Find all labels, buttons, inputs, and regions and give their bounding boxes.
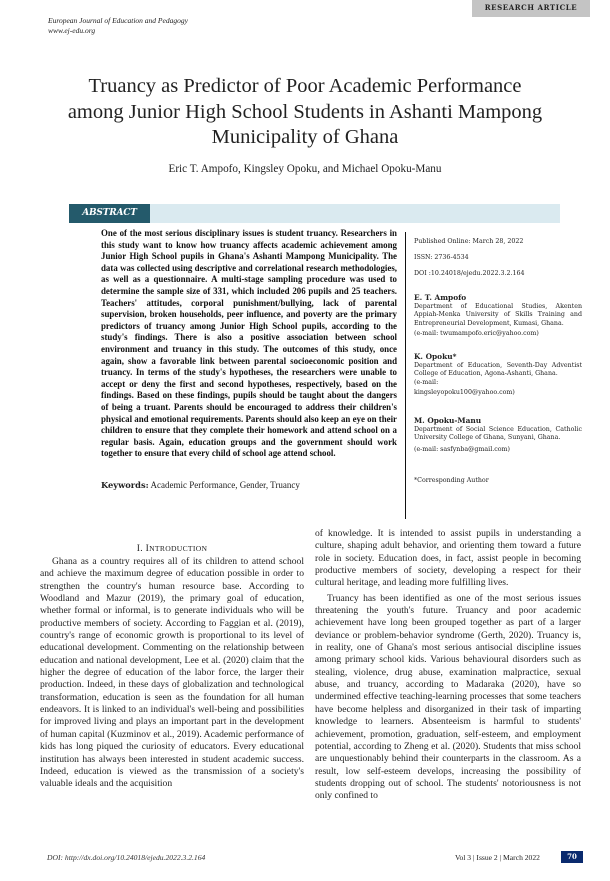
author-name: K. Opoku* <box>414 352 457 361</box>
page-number: 70 <box>561 851 583 863</box>
sidebar-divider <box>405 232 406 519</box>
keywords <box>101 480 300 490</box>
footer-volume-info: Vol 3 | Issue 2 | March 2022 <box>455 853 540 862</box>
section-number: I. <box>136 543 143 554</box>
body-column-left <box>40 556 304 791</box>
author-info-3 <box>414 417 582 454</box>
author-name: M. Opoku-Manu <box>414 416 482 425</box>
keywords-label: Keywords: <box>101 480 149 490</box>
author-email[interactable]: (e-mail: twumampofo.eric@yahoo.com) <box>414 330 539 338</box>
keywords-value: Academic Performance, Gender, Truancy <box>150 480 300 490</box>
author-email-prefix: (e-mail: <box>414 378 439 386</box>
author-affiliation: Department of Education, Seventh-Day Adventist College of Education, Agona-Ashanti, Ghana. <box>414 361 582 378</box>
author-affiliation: Department of Social Science Education, Catholic University College of Ghana, Sunyani, Ghana. <box>414 425 582 442</box>
author-name: E. T. Ampofo <box>414 293 467 302</box>
author-info-1 <box>414 294 582 339</box>
footer-doi-link[interactable]: DOI: http://dx.doi.org/10.24018/ejedu.2022.3.2.164 <box>47 853 206 862</box>
published-date: Published Online: March 28, 2022 <box>414 238 524 245</box>
doi-meta[interactable]: DOI :10.24018/ejedu.2022.3.2.164 <box>414 270 525 277</box>
author-info-2 <box>414 353 582 398</box>
journal-name: European Journal of Education and Pedagogy <box>48 16 188 25</box>
author-list: Eric T. Ampofo, Kingsley Opoku, and Michael Opoku-Manu <box>168 163 442 175</box>
paper-title: Truancy as Predictor of Poor Academic Performance among Junior High School Students in Ashanti Mampong Municipality of Ghana <box>67 75 543 148</box>
corresponding-author-note: *Corresponding Author <box>414 477 489 484</box>
journal-header <box>48 16 188 36</box>
issn: ISSN: 2736-4534 <box>414 254 469 261</box>
body-paragraph: Ghana as a country requires all of its children to attend school and achieve the maximum degree of education possible in order to strengthen the country's human resource base. According to Woodland and Mazur (2019), the primary goal of education, whether formal or informal, is to generate individuals who will be productive members of society. According to Faggian et al. (2019), country's range of economic growth is proportional to its level of educational development. Commenting on the relationship between education and national development, Lee et al. (2020) claim that the higher the degree of education of the labor force, the larger their production. Indeed, in these days of globalization and technological transformation, education is seen as the foundation for all human endeavors. It is linked to an individual's well-being and possibilities for improved living and plays an important part in the development of human capital (Kuzminov et al., 2019). Academic performance of kids has long piqued the curiosity of educators. Every educational institution has always been interested in student academic success. Indeed, education is viewed as the transmission of a society's valuable ideals and the acquisition <box>40 556 304 790</box>
author-email[interactable]: kingsleyopoku100@yahoo.com) <box>414 389 515 397</box>
author-email[interactable]: (e-mail: sasfynba@gmail.com) <box>414 445 510 453</box>
article-type-badge: RESEARCH ARTICLE <box>472 0 590 17</box>
body-paragraph: Truancy has been identified as one of the most serious issues threatening the youth's future. Truancy and poor academic achievement have long been grouped together as part of a larger deviance or problem-behavior syndrome (Gerth, 2020). Truancy is, in reality, one of Ghana's most serious antisocial discipline issues among primary school kids. Various behavioural disorders such as stealing, violence, drug abuse, examination malpractice, sexual abuse, and truancy, according to Madaraka (2020), have so undermined effective teaching-learning processes that some teachers have become helpless and disorganized in their task of imparting knowledge to learners. Absenteeism is harmful to students' achievement, promotion, graduation, self-esteem, and employment potential, according to Zheng et al. (2020). Students that miss school are unquestionably behind their counterparts in the classroom. As a result, low self-esteem develops, increasing the possibility of students dropping out of school. The students' notoriousness is not only confined to <box>315 592 581 802</box>
journal-url[interactable]: www.ej-edu.org <box>48 26 96 35</box>
author-affiliation: Department of Educational Studies, Akenten Appiah-Menka University of Skills Training and Entrepreneurial Development, Kumasi, Ghana. <box>414 302 582 327</box>
body-column-right <box>315 528 581 803</box>
section-title-rest: NTRODUCTION <box>149 544 208 553</box>
body-paragraph: of knowledge. It is intended to assist pupils in understanding a culture, shaping adult behavior, and orienting them toward a future role in society. Education does, in fact, assist people in becoming productive members of society, developing a respect for their cultural heritage, and leading more fulfilling lives. <box>315 528 581 589</box>
section-heading-introduction <box>40 543 304 554</box>
section-first-letter: I <box>145 543 150 554</box>
abstract-text: One of the most serious disciplinary issues is student truancy. Researchers in this study want to know how truancy affects academic achievement among Junior High School pupils in Ghana's Ashanti Mampong Municipality. The data was collected using descriptive and correlational research methodologies, as well as a questionnaire. A multi-stage sampling procedure was used to determine the sample size of 331, which included 206 pupils and 25 teachers. Teachers' attitudes, corporal punishment/bullying, lack of parental supervision, broken households, peer influence, and poverty are the primary predictors of truancy among Junior High School pupils, according to the study's findings. There is also a positive association between school environment and truancy in this study. The outcomes of this study, once again, show a favorable link between parental socioeconomic position and truancy. In terms of the study's hypotheses, the researchers were unable to accept or deny the first and second hypotheses, respectively, based on the findings. Based on these findings, pupils should be taught about the dangers of being a truant. Parents should be encouraged to address their children's physical and emotional requirements. Parents should also keep an eye on their children to ensure that they complete their homework and attend school on a regular basis. Again, education groups and the government should work together to ensure that every child of school age attend school. <box>101 228 397 459</box>
abstract-label: ABSTRACT <box>69 204 150 223</box>
